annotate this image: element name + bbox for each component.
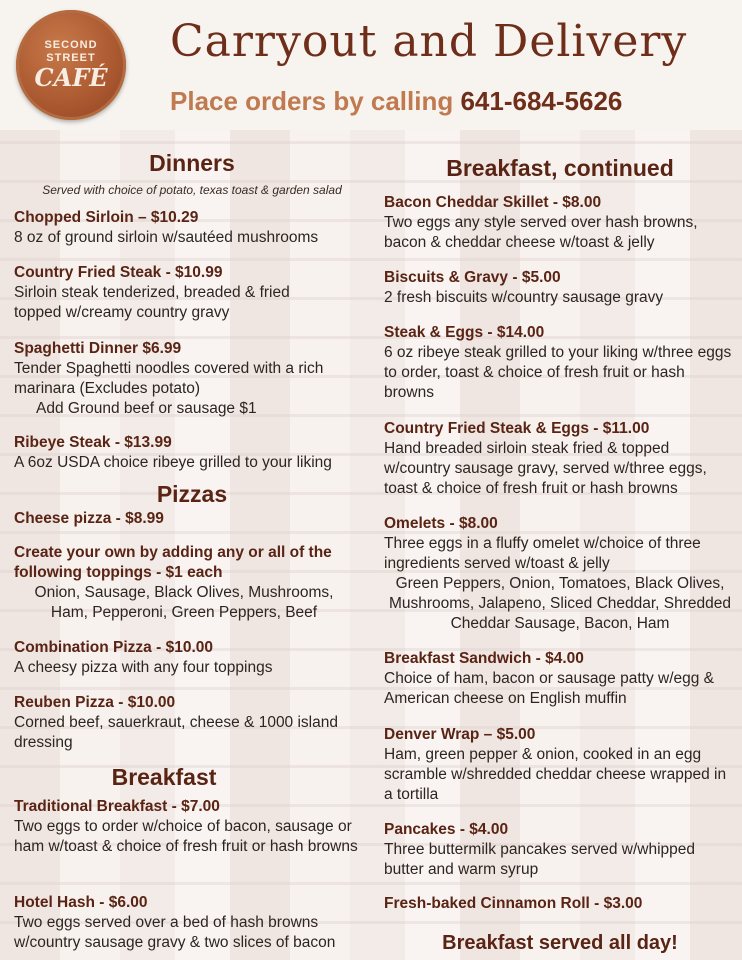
item-price: - $8.00 xyxy=(552,194,602,211)
dinners-heading: Dinners xyxy=(149,150,235,176)
item-description: 8 oz of ground sirloin w/sautéed mushrooms xyxy=(14,229,319,246)
item-description: Two eggs to order w/choice of bacon, sausage or ham w/toast & choice of fresh fruit or hash browns xyxy=(14,818,358,855)
item-description: Two eggs served over a bed of hash browns w/country sausage gravy & two slices of bacon xyxy=(14,914,336,951)
item-price: – $5.00 xyxy=(483,726,536,743)
item-name: Traditional Breakfast xyxy=(14,798,168,815)
logo-line-1: SECOND xyxy=(44,39,98,51)
item-name: Country Fried Steak xyxy=(14,264,162,281)
item-price: - $14.00 xyxy=(487,324,545,341)
logo-line-3: CAFÉ xyxy=(34,63,108,92)
item-description: Corned beef, sauerkraut, cheese & 1000 island dressing xyxy=(14,714,338,751)
item-price: - $10.00 xyxy=(156,639,213,656)
item-price: – $10.29 xyxy=(138,209,199,226)
menu-item xyxy=(384,268,736,308)
item-name: Breakfast Sandwich xyxy=(384,650,532,667)
item-price: - $1 each xyxy=(156,564,223,581)
item-price: - $3.00 xyxy=(594,895,643,912)
item-price: - $11.00 xyxy=(593,420,650,437)
menu-item xyxy=(14,509,370,529)
menu-item xyxy=(384,419,736,499)
item-price: - $6.00 xyxy=(99,894,148,911)
menu-item xyxy=(14,797,370,857)
item-description: Three buttermilk pancakes served w/whipped butter and warm syrup xyxy=(384,841,696,878)
item-name: Chopped Sirloin xyxy=(14,209,134,226)
item-name: Hotel Hash xyxy=(14,894,95,911)
item-name: Biscuits & Gravy xyxy=(384,269,509,286)
item-description: Ham, green pepper & onion, cooked in an egg scramble w/shredded cheddar cheese wrapped in a tortilla xyxy=(384,746,727,803)
item-name: Spaghetti Dinner xyxy=(14,340,139,357)
item-description: Choice of ham, bacon or sausage patty w/egg & American cheese on English muffin xyxy=(384,670,715,707)
item-addon: Add Ground beef or sausage $1 xyxy=(36,400,257,417)
menu-item xyxy=(14,339,370,419)
menu-item xyxy=(14,638,370,678)
breakfast-all-day-banner: Breakfast served all day! xyxy=(442,932,678,954)
menu-item xyxy=(384,725,736,805)
item-name: Fresh-baked Cinnamon Roll xyxy=(384,895,590,912)
item-description: Two eggs any style served over hash browns, bacon & cheddar cheese w/toast & jelly xyxy=(384,214,698,251)
item-description: 6 oz ribeye steak grilled to your liking w/three eggs to order, toast & choice of fresh fruit or hash browns xyxy=(384,344,732,401)
order-instructions xyxy=(170,86,622,117)
item-description: Tender Spaghetti noodles covered with a rich marinara (Excludes potato) xyxy=(14,360,324,397)
item-price: - $8.99 xyxy=(115,510,164,527)
item-price: - $7.00 xyxy=(171,798,220,815)
item-price: - $4.00 xyxy=(535,650,584,667)
page-title: Carryout and Delivery xyxy=(170,16,688,67)
item-description: Hand breaded sirloin steak fried & topped w/country sausage gravy, served w/three eggs, toast & choice of fresh fruit or hash browns xyxy=(384,440,707,497)
menu-item xyxy=(384,894,736,914)
item-name: Combination Pizza xyxy=(14,639,152,656)
item-price: - $5.00 xyxy=(512,269,561,286)
item-price: - $13.99 xyxy=(114,434,172,451)
item-price: - $10.99 xyxy=(165,264,223,281)
menu-item xyxy=(384,820,736,880)
menu-item xyxy=(14,208,370,248)
item-description: 2 fresh biscuits w/country sausage gravy xyxy=(384,289,664,306)
item-name: Create your own by adding any or all of the following toppings xyxy=(14,544,332,581)
item-description: Sirloin steak tenderized, breaded & fried topped w/creamy country gravy xyxy=(14,284,290,321)
item-description: Three eggs in a fluffy omelet w/choice of three ingredients served w/toast & jelly xyxy=(384,535,701,572)
dinners-note: Served with choice of potato, texas toast & garden salad xyxy=(42,183,342,197)
pizzas-heading: Pizzas xyxy=(156,481,228,507)
logo-line-2: STREET xyxy=(46,52,96,64)
item-price: $6.99 xyxy=(142,340,182,357)
menu-item xyxy=(14,543,370,623)
item-name: Reuben Pizza xyxy=(14,694,114,711)
item-description: A 6oz USDA choice ribeye grilled to your liking xyxy=(14,454,332,471)
menu-item xyxy=(384,649,736,709)
item-price: - $4.00 xyxy=(459,821,509,838)
item-name: Denver Wrap xyxy=(384,726,480,743)
item-name: Bacon Cheddar Skillet xyxy=(384,194,549,211)
order-instructions-text: Place orders by calling xyxy=(170,86,454,116)
cafe-logo xyxy=(16,10,126,120)
menu-item xyxy=(14,893,370,953)
omelet-ingredients: Green Peppers, Onion, Tomatoes, Black Olives, Mushrooms, Jalapeno, Sliced Cheddar, Shredded Cheddar Sausage, Bacon, Ham xyxy=(388,575,732,632)
item-name: Pancakes xyxy=(384,821,456,838)
breakfast-continued-heading: Breakfast, continued xyxy=(446,155,674,181)
item-name: Ribeye Steak xyxy=(14,434,111,451)
item-price: - $8.00 xyxy=(449,515,498,532)
item-name: Omelets xyxy=(384,515,446,532)
menu-item xyxy=(384,514,736,634)
menu-item xyxy=(14,263,370,323)
menu-item xyxy=(14,693,370,753)
menu-item xyxy=(14,433,370,473)
menu-item xyxy=(384,323,736,403)
item-description: A cheesy pizza with any four toppings xyxy=(14,659,273,676)
item-name: Steak & Eggs xyxy=(384,324,484,341)
item-name: Cheese pizza xyxy=(14,510,112,527)
menu-item xyxy=(384,193,736,253)
item-name: Country Fried Steak & Eggs xyxy=(384,420,589,437)
phone-number: 641-684-5626 xyxy=(460,86,623,116)
item-price: - $10.00 xyxy=(118,694,176,711)
breakfast-heading: Breakfast xyxy=(111,764,217,790)
item-toppings: Onion, Sausage, Black Olives, Mushrooms, Ham, Pepperoni, Green Peppers, Beef xyxy=(34,584,334,621)
